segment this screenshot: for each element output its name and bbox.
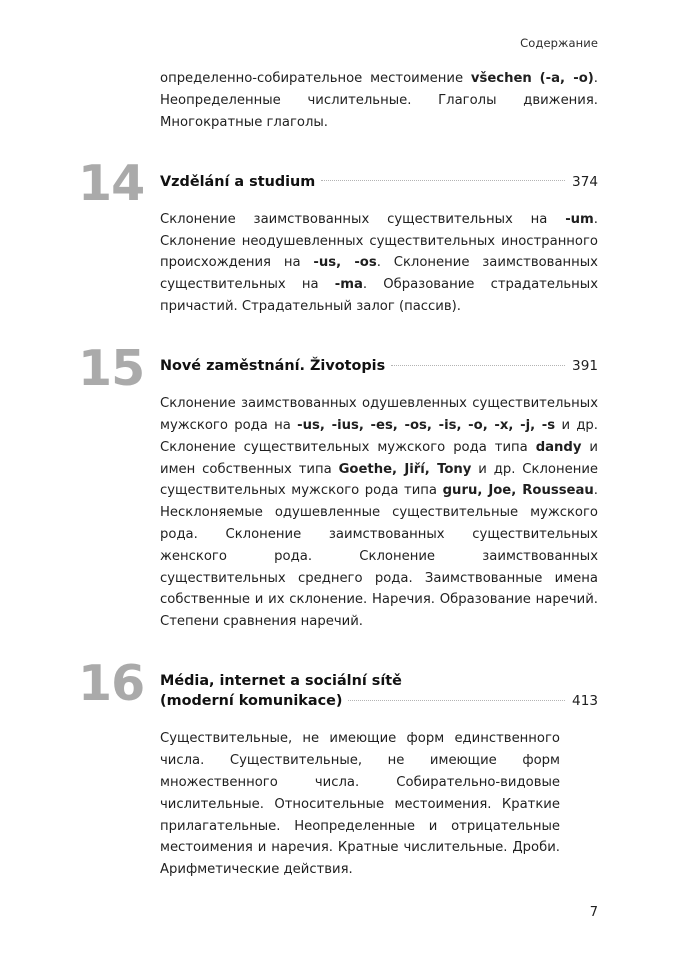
- emphasis-run: dandy: [535, 439, 582, 455]
- emphasis-run: -us, -os: [313, 255, 377, 271]
- text-run: . Склонение заимствованных существительных на: [160, 255, 598, 293]
- text-run: [532, 71, 540, 86]
- chapter-title: Nové zaměstnání. Životopis: [160, 358, 386, 375]
- emphasis-run: (-a, -o): [539, 71, 594, 86]
- text-run: Склонение заимствованных одушевленных существительных мужского рода на: [160, 396, 598, 433]
- running-head: Содержание: [520, 36, 598, 50]
- text-run: . Образование страдательных причастий. Страдательный залог (пассив).: [160, 277, 598, 314]
- toc-content: [0, 68, 674, 881]
- emphasis-run: všechen: [470, 71, 532, 86]
- chapter-entry-16[interactable]: [0, 654, 674, 881]
- chapter-title-line[interactable]: [160, 356, 598, 376]
- emphasis-run: Goethe, Jiří, Tony: [338, 461, 472, 477]
- chapter-description: [160, 393, 598, 633]
- chapter-entry-15[interactable]: [0, 339, 674, 633]
- text-run: определенно-собирательное местоимение: [160, 71, 471, 86]
- chapter-number: 15: [78, 339, 145, 397]
- dot-leader: [321, 171, 565, 185]
- chapter-title: Vzdělání a studium: [160, 173, 316, 190]
- chapter-title-line[interactable]: [160, 671, 598, 691]
- chapter-title: Média, internet a sociální sítě: [160, 672, 402, 689]
- text-run: Склонение заимствованных существительных на: [160, 211, 566, 227]
- chapter-title-block: [160, 671, 598, 711]
- chapter-title-line[interactable]: [160, 171, 598, 191]
- chapter-description: [160, 728, 560, 881]
- emphasis-run: -ma: [334, 277, 363, 293]
- text-run: . Неопределенные числительные. Глаголы движения. Многократные глаголы.: [160, 71, 598, 130]
- emphasis-run: -us, -ius, -es, -os, -is, -o, -x, -j, -s: [297, 417, 556, 433]
- chapter-page-number: 413: [572, 693, 598, 710]
- emphasis-run: -um: [565, 211, 594, 227]
- chapter-title-block: [160, 171, 598, 191]
- text-run: Существительные, не имеющие форм единственного числа. Существительные, не имеющие форм множественного числа. Собирательно-видовые числительные. Относительные местоимения. Краткие прилагательные. Неопределенные и отрицательные местоимения и наречия. Кратные числительные. Дроби. Арифметические действия.: [160, 731, 560, 878]
- chapter-number: 14: [78, 155, 145, 213]
- text-run: . Склонение неодушевленных существительных иностранного происхождения на: [160, 211, 598, 271]
- page-folio: 7: [589, 905, 598, 920]
- text-run: . Несклоняемые одушевленные существительные мужского рода. Склонение заимствованных существительных женского рода. Склонение заимствованных существительных среднего рода. Заимствованные имена собственные и их склонение. Наречия. Образование наречий. Степени сравнения наречий.: [160, 483, 598, 630]
- chapter-title-block: [160, 356, 598, 376]
- dot-leader: [391, 356, 565, 370]
- chapter-entry-14[interactable]: [0, 155, 674, 317]
- chapter-title-continued: (moderní komunikace): [160, 693, 343, 710]
- chapter-page-number: 374: [572, 173, 598, 190]
- text-run: и др. Склонение существительных мужского рода типа: [160, 461, 598, 499]
- dot-leader: [348, 691, 565, 705]
- text-run: и имен собственных типа: [160, 439, 598, 477]
- chapter-number: 16: [78, 654, 145, 712]
- continued-paragraph: [160, 68, 598, 133]
- text-run: и др. Склонение существительных мужского рода типа: [160, 417, 598, 455]
- emphasis-run: guru, Joe, Rousseau: [442, 483, 594, 499]
- chapter-title-line-2[interactable]: [160, 691, 598, 711]
- chapter-page-number: 391: [572, 358, 598, 375]
- chapter-description: [160, 209, 598, 318]
